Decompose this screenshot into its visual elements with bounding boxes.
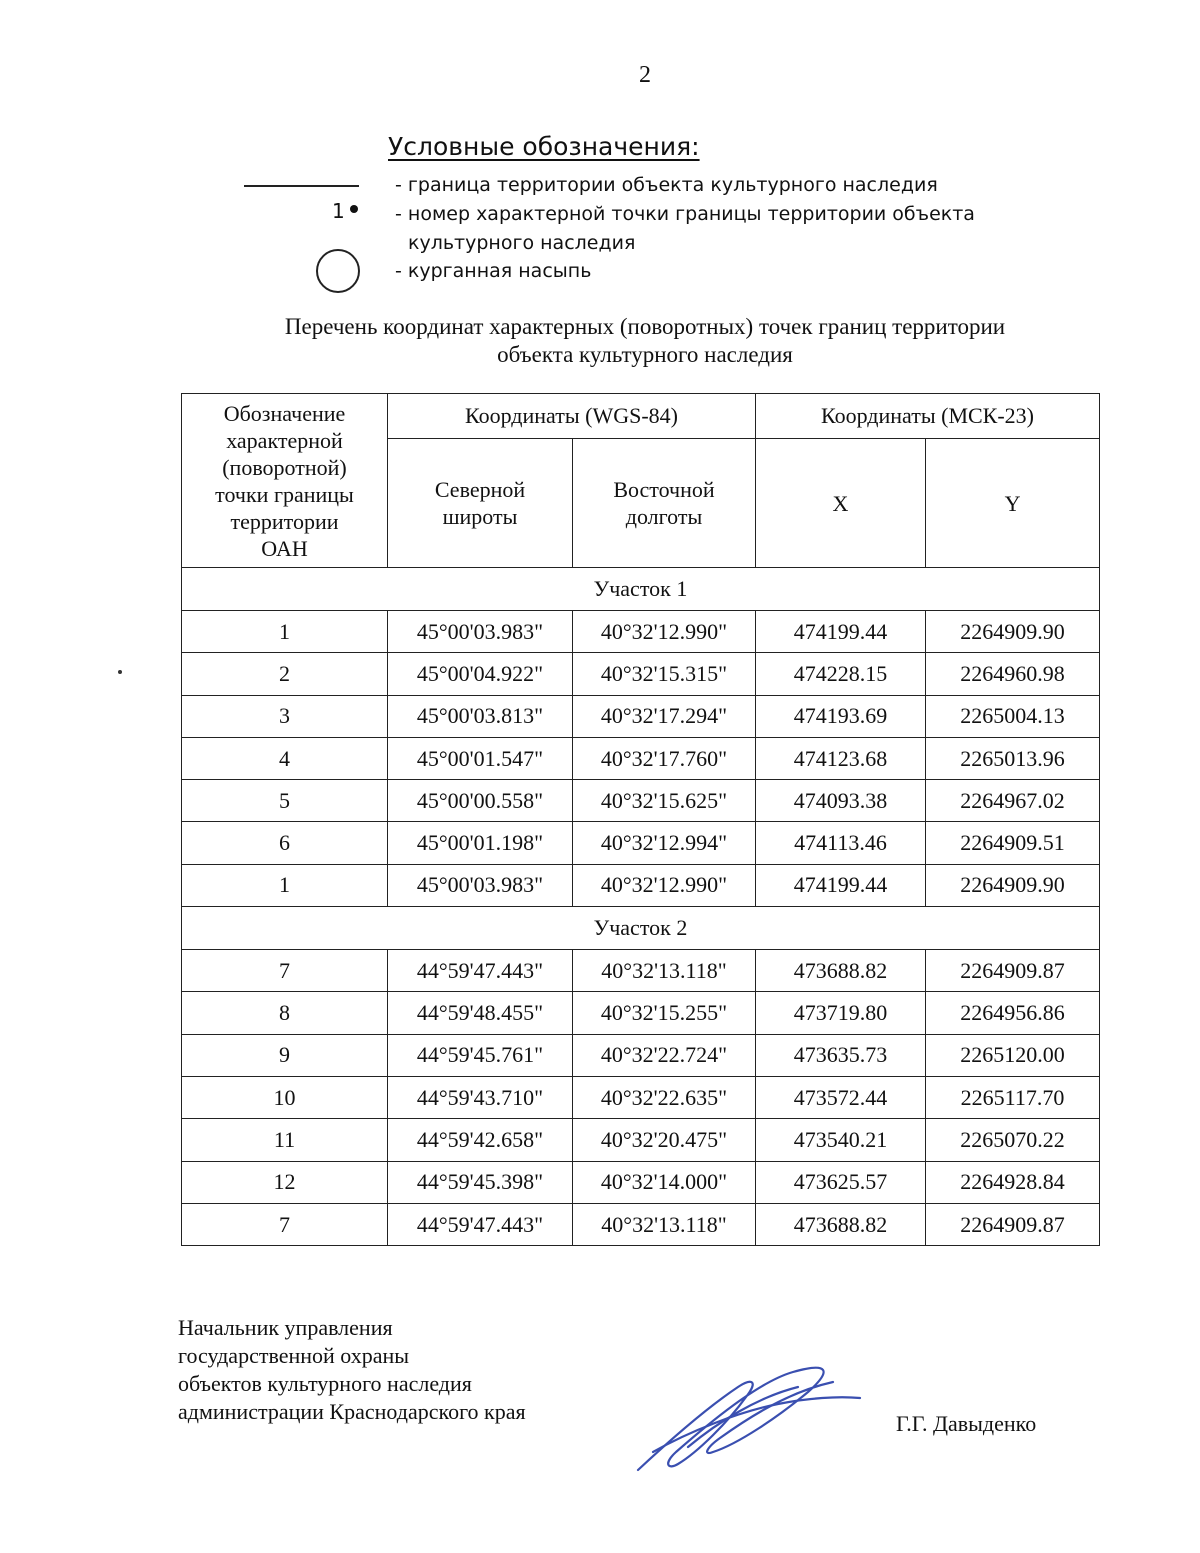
section-title: Участок 1 [182, 568, 1100, 611]
y-cell: 2264960.98 [926, 653, 1100, 695]
y-cell: 2264909.87 [926, 1203, 1100, 1245]
longitude-cell: 40°32'14.000" [573, 1161, 756, 1203]
longitude-cell: 40°32'15.255" [573, 992, 756, 1034]
latitude-cell: 45°00'03.813" [388, 695, 573, 737]
y-cell: 2264909.90 [926, 611, 1100, 653]
table-row [182, 822, 1100, 864]
header-longitude [573, 439, 756, 568]
longitude-cell: 40°32'15.315" [573, 653, 756, 695]
point-number-cell: 2 [182, 653, 388, 695]
latitude-cell: 45°00'04.922" [388, 653, 573, 695]
y-cell: 2264956.86 [926, 992, 1100, 1034]
longitude-cell: 40°32'12.994" [573, 822, 756, 864]
point-number-cell: 10 [182, 1076, 388, 1118]
handwritten-signature [628, 1352, 868, 1482]
longitude-cell: 40°32'15.625" [573, 780, 756, 822]
header-latitude [388, 439, 573, 568]
longitude-cell: 40°32'17.294" [573, 695, 756, 737]
y-cell: 2265120.00 [926, 1034, 1100, 1076]
longitude-cell: 40°32'22.635" [573, 1076, 756, 1118]
longitude-cell: 40°32'12.990" [573, 864, 756, 906]
header-y: Y [926, 439, 1100, 568]
header-line: точки границы [215, 481, 354, 507]
x-cell: 473719.80 [756, 992, 926, 1034]
table-row [182, 695, 1100, 737]
latitude-cell: 44°59'45.398" [388, 1161, 573, 1203]
x-cell: 473688.82 [756, 1203, 926, 1245]
signer-block [178, 1314, 526, 1426]
table-row [182, 950, 1100, 992]
point-number-cell: 1 [182, 864, 388, 906]
point-number-symbol [332, 199, 358, 223]
y-cell: 2264928.84 [926, 1161, 1100, 1203]
header-x: X [756, 439, 926, 568]
longitude-cell: 40°32'13.118" [573, 950, 756, 992]
y-cell: 2265004.13 [926, 695, 1100, 737]
point-number-cell: 3 [182, 695, 388, 737]
signer-title-line1: Начальник управления [178, 1315, 393, 1340]
x-cell: 474199.44 [756, 864, 926, 906]
point-number-cell: 5 [182, 780, 388, 822]
legend-mound-text: - курганная насыпь [395, 260, 592, 282]
signer-name: Г.Г. Давыденко [896, 1411, 1037, 1436]
point-number-cell: 12 [182, 1161, 388, 1203]
x-cell: 474199.44 [756, 611, 926, 653]
table-row [182, 1119, 1100, 1161]
y-cell: 2265070.22 [926, 1119, 1100, 1161]
x-cell: 473572.44 [756, 1076, 926, 1118]
x-cell: 474228.15 [756, 653, 926, 695]
signer-title-line4: администрации Краснодарского края [178, 1399, 526, 1424]
y-cell: 2264967.02 [926, 780, 1100, 822]
x-cell: 473688.82 [756, 950, 926, 992]
header-wgs84: Координаты (WGS-84) [388, 394, 756, 439]
table-row [182, 1203, 1100, 1245]
table-body [182, 568, 1100, 1246]
table-row [182, 780, 1100, 822]
point-number-cell: 9 [182, 1034, 388, 1076]
header-line: ОАН [261, 535, 308, 561]
longitude-cell: 40°32'22.724" [573, 1034, 756, 1076]
section-header-row [182, 568, 1100, 611]
coordinates-table [181, 393, 1100, 1246]
latitude-cell: 44°59'43.710" [388, 1076, 573, 1118]
latitude-cell: 45°00'00.558" [388, 780, 573, 822]
latitude-cell: 45°00'01.198" [388, 822, 573, 864]
latitude-cell: 45°00'03.983" [388, 611, 573, 653]
header-line: территории [230, 508, 339, 534]
header-line: Северной [434, 477, 526, 502]
mound-circle-icon [316, 249, 360, 293]
legend-point-text-line2: культурного наследия [408, 232, 636, 254]
boundary-line-symbol [244, 185, 359, 187]
point-number-cell: 11 [182, 1119, 388, 1161]
header-line: характерной [226, 427, 343, 453]
x-cell: 473540.21 [756, 1119, 926, 1161]
point-number-cell: 7 [182, 950, 388, 992]
x-cell: 474193.69 [756, 695, 926, 737]
point-dot-icon [350, 205, 358, 213]
y-cell: 2264909.87 [926, 950, 1100, 992]
legend-title: Условные обозначения: [388, 132, 700, 161]
y-cell: 2265013.96 [926, 737, 1100, 779]
table-row [182, 1076, 1100, 1118]
point-number-cell: 8 [182, 992, 388, 1034]
point-number-cell: 6 [182, 822, 388, 864]
header-point-designation [182, 394, 388, 568]
table-row [182, 992, 1100, 1034]
header-line: долготы [625, 504, 703, 529]
table-row [182, 737, 1100, 779]
list-title-line1: Перечень координат характерных (поворотных) точек границ территории [284, 314, 1006, 339]
y-cell: 2265117.70 [926, 1076, 1100, 1118]
x-cell: 474093.38 [756, 780, 926, 822]
header-line: Обозначение [223, 400, 346, 426]
legend-point-text-line1: - номер характерной точки границы территории объекта [395, 203, 975, 225]
longitude-cell: 40°32'12.990" [573, 611, 756, 653]
list-title-line2: объекта культурного наследия [497, 342, 793, 367]
coordinates-list-title [160, 313, 1130, 369]
latitude-cell: 44°59'45.761" [388, 1034, 573, 1076]
scan-speck [118, 670, 122, 674]
point-number-label: 1 [332, 199, 345, 223]
point-number-cell: 7 [182, 1203, 388, 1245]
table-row [182, 611, 1100, 653]
longitude-cell: 40°32'17.760" [573, 737, 756, 779]
table-row [182, 1161, 1100, 1203]
page-number: 2 [639, 62, 651, 88]
header-line: Восточной [613, 477, 715, 502]
latitude-cell: 44°59'47.443" [388, 1203, 573, 1245]
latitude-cell: 45°00'03.983" [388, 864, 573, 906]
point-number-cell: 4 [182, 737, 388, 779]
x-cell: 474123.68 [756, 737, 926, 779]
section-title: Участок 2 [182, 907, 1100, 950]
x-cell: 473635.73 [756, 1034, 926, 1076]
table-row [182, 653, 1100, 695]
table-row [182, 1034, 1100, 1076]
header-line: широты [442, 504, 518, 529]
y-cell: 2264909.90 [926, 864, 1100, 906]
latitude-cell: 45°00'01.547" [388, 737, 573, 779]
x-cell: 473625.57 [756, 1161, 926, 1203]
x-cell: 474113.46 [756, 822, 926, 864]
header-line: (поворотной) [222, 454, 347, 480]
longitude-cell: 40°32'13.118" [573, 1203, 756, 1245]
latitude-cell: 44°59'47.443" [388, 950, 573, 992]
latitude-cell: 44°59'48.455" [388, 992, 573, 1034]
point-number-cell: 1 [182, 611, 388, 653]
signer-title-line2: государственной охраны [178, 1343, 410, 1368]
table-row [182, 864, 1100, 906]
header-msk23: Координаты (МСК-23) [756, 394, 1100, 439]
signer-title-line3: объектов культурного наследия [178, 1371, 472, 1396]
longitude-cell: 40°32'20.475" [573, 1119, 756, 1161]
section-header-row [182, 907, 1100, 950]
latitude-cell: 44°59'42.658" [388, 1119, 573, 1161]
y-cell: 2264909.51 [926, 822, 1100, 864]
legend-boundary-text: - граница территории объекта культурного наследия [395, 174, 938, 196]
